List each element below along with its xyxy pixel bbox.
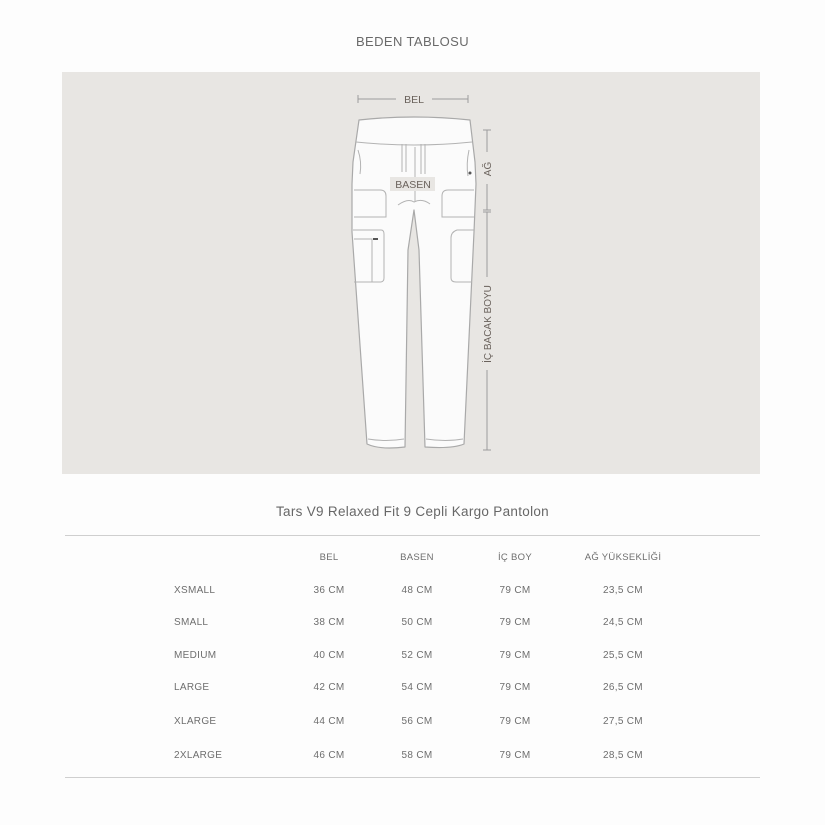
ag-value: 28,5 CM — [603, 750, 643, 761]
basen-value: 54 CM — [401, 682, 433, 693]
ag-value: 27,5 CM — [603, 716, 643, 727]
ag-value: 26,5 CM — [603, 682, 643, 693]
size-label: 2XLARGE — [174, 750, 223, 761]
basen-value: 48 CM — [401, 585, 433, 596]
bel-value: 38 CM — [313, 617, 345, 628]
bel-value: 40 CM — [313, 650, 345, 661]
ic-boy-value: 79 CM — [499, 750, 531, 761]
bel-value: 44 CM — [313, 716, 345, 727]
table-top-divider — [65, 535, 760, 536]
size-label: SMALL — [174, 617, 209, 628]
header-bel: BEL — [319, 552, 339, 563]
size-label: MEDIUM — [174, 650, 217, 661]
size-label: XSMALL — [174, 585, 216, 596]
page-title: BEDEN TABLOSU — [355, 34, 470, 49]
ic-boy-value: 79 CM — [499, 650, 531, 661]
bel-value: 42 CM — [313, 682, 345, 693]
basen-value: 58 CM — [401, 750, 433, 761]
header-ic-boy: İÇ BOY — [497, 552, 533, 563]
header-ag-yuksekligi: AĞ YÜKSEKLİĞİ — [584, 552, 662, 563]
waist-label: BEL — [404, 94, 424, 106]
rise-label: AĞ — [483, 161, 494, 177]
inseam-label: İÇ BACAK BOYU — [483, 285, 494, 363]
table-bottom-divider — [65, 777, 760, 778]
basen-value: 50 CM — [401, 617, 433, 628]
basen-value: 56 CM — [401, 716, 433, 727]
ag-value: 25,5 CM — [603, 650, 643, 661]
ic-boy-value: 79 CM — [499, 585, 531, 596]
ag-value: 24,5 CM — [603, 617, 643, 628]
ag-value: 23,5 CM — [603, 585, 643, 596]
header-basen: BASEN — [400, 552, 434, 563]
hip-label: BASEN — [395, 179, 431, 191]
size-label: XLARGE — [174, 716, 217, 727]
bel-value: 36 CM — [313, 585, 345, 596]
pants-diagram-icon — [62, 72, 760, 474]
bel-value: 46 CM — [313, 750, 345, 761]
size-diagram-panel — [62, 72, 760, 474]
ic-boy-value: 79 CM — [499, 716, 531, 727]
basen-value: 52 CM — [401, 650, 433, 661]
size-label: LARGE — [174, 682, 210, 693]
ic-boy-value: 79 CM — [499, 617, 531, 628]
product-name: Tars V9 Relaxed Fit 9 Cepli Kargo Pantolon — [276, 504, 549, 519]
ic-boy-value: 79 CM — [499, 682, 531, 693]
